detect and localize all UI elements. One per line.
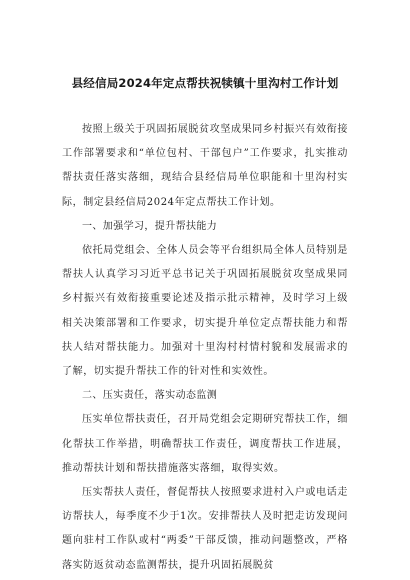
paragraph-intro: 按照上级关于巩固拓展脱贫攻坚成果同乡村振兴有效衔接工作部署要求和“单位包村、干部包户”工作要求，扎实推动帮扶责任落实落细，现结合县经信局单位职能和十里沟村实际，制定县经信局2024年定点帮扶工作计划。 [62, 124, 348, 208]
paragraph-section-2a: 压实单位帮扶责任，召开局党组会定期研究帮扶工作，细化帮扶工作举措，明确帮扶工作责任，调度帮扶工作进展，推动帮扶计划和帮扶措施落实落细，取得实效。 [62, 414, 348, 474]
section-heading-1: 一、加强学习，提升帮扶能力 [82, 220, 218, 232]
section-heading-2: 二、压实责任，落实动态监测 [82, 390, 218, 402]
document-body [62, 118, 348, 578]
paragraph-section-2b: 压实帮扶人责任，督促帮扶人按照要求进村入户或电话走访帮扶人，每季度不少于1次。安排帮扶人及时把走访发现问题向驻村工作队或村“两委”干部反馈，推动问题整改，严格落实防返贫动态监测帮扶，提升巩固拓展脱贫 [62, 487, 348, 571]
paragraph-section-1: 依托局党组会、全体人员会等平台组织局全体人员特别是帮扶人认真学习习近平总书记关于巩固拓展脱贫攻坚成果同乡村振兴有效衔接重要论述及指示批示精神，及时学习上级相关决策部署和工作要求，切实提升单位定点帮扶能力和帮扶人结对帮扶能力。加强对十里沟村村情村貌和发展需求的了解，切实提升帮扶工作的针对性和实效性。 [62, 245, 348, 378]
document-title: 县经信局2024年定点帮扶祝犊镇十里沟村工作计划 [71, 76, 339, 90]
